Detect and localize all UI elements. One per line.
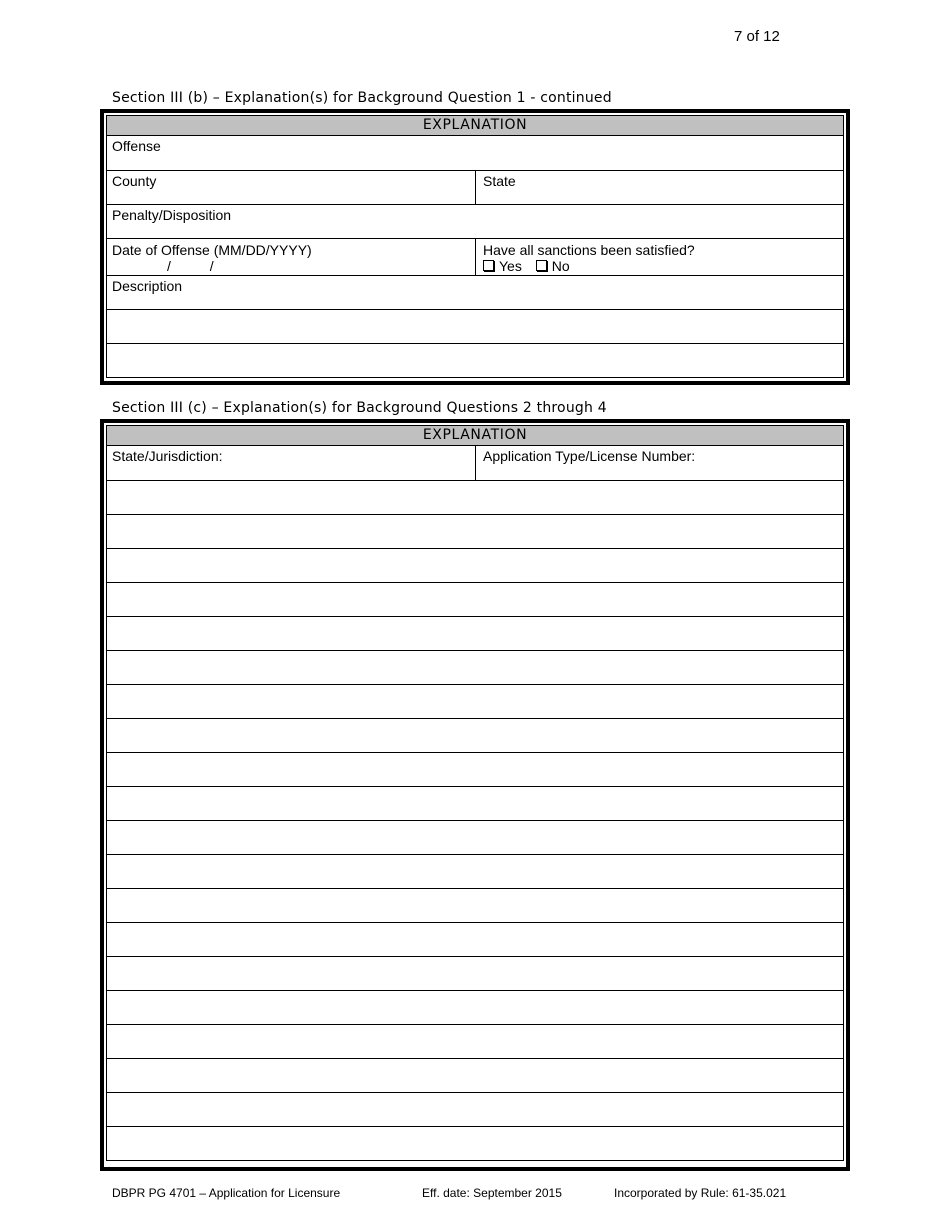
offense-row — [107, 136, 843, 170]
description-row — [107, 275, 843, 309]
county-state-row — [107, 170, 843, 204]
explanation-line[interactable] — [107, 650, 843, 684]
explanation-line[interactable] — [107, 956, 843, 990]
offense-field[interactable] — [107, 136, 843, 170]
section-c-explanation-header: EXPLANATION — [107, 426, 843, 446]
section-b-form — [100, 109, 850, 385]
application-type-field[interactable] — [476, 446, 843, 480]
county-label: County — [112, 173, 157, 189]
explanation-line[interactable] — [107, 1126, 843, 1160]
section-b-title: Section III (b) – Explanation(s) for Background Question 1 - continued — [112, 90, 612, 106]
explanation-line[interactable] — [107, 752, 843, 786]
explanation-line[interactable] — [107, 616, 843, 650]
sanctions-question: Have all sanctions been satisfied? — [483, 242, 695, 258]
jurisdiction-label: State/Jurisdiction: — [112, 448, 223, 464]
description-label: Description — [112, 278, 183, 294]
description-line[interactable] — [107, 343, 843, 377]
penalty-field[interactable] — [107, 205, 843, 238]
penalty-row — [107, 204, 843, 238]
explanation-line[interactable] — [107, 854, 843, 888]
explanation-line[interactable] — [107, 582, 843, 616]
footer-eff-date: Eff. date: September 2015 — [422, 1186, 562, 1200]
state-field[interactable] — [476, 171, 843, 204]
no-checkbox[interactable] — [536, 260, 547, 271]
yes-checkbox[interactable] — [483, 260, 494, 271]
explanation-line[interactable] — [107, 1024, 843, 1058]
explanation-line[interactable] — [107, 1092, 843, 1126]
date-sanctions-row — [107, 238, 843, 275]
explanation-line[interactable] — [107, 786, 843, 820]
explanation-line[interactable] — [107, 1058, 843, 1092]
footer-form-id: DBPR PG 4701 – Application for Licensure — [112, 1186, 341, 1200]
explanation-line[interactable] — [107, 820, 843, 854]
explanation-line[interactable] — [107, 718, 843, 752]
section-b-explanation-header: EXPLANATION — [107, 116, 843, 136]
explanation-line[interactable] — [107, 888, 843, 922]
explanation-line[interactable] — [107, 480, 843, 514]
description-line[interactable] — [107, 309, 843, 343]
explanation-line[interactable] — [107, 548, 843, 582]
state-label: State — [483, 173, 516, 189]
offense-label: Offense — [112, 138, 161, 154]
date-of-offense-label: Date of Offense (MM/DD/YYYY) — [112, 242, 312, 258]
county-field[interactable] — [107, 171, 476, 204]
section-c-form — [100, 419, 850, 1171]
explanation-line[interactable] — [107, 922, 843, 956]
page-number: 7 of 12 — [734, 28, 780, 45]
footer-rule: Incorporated by Rule: 61-35.021 — [614, 1186, 787, 1200]
section-c-title: Section III (c) – Explanation(s) for Background Questions 2 through 4 — [112, 400, 607, 416]
explanation-line[interactable] — [107, 684, 843, 718]
explanation-line[interactable] — [107, 990, 843, 1024]
penalty-label: Penalty/Disposition — [112, 207, 232, 223]
explanation-line[interactable] — [107, 514, 843, 548]
yes-label: Yes — [499, 258, 522, 274]
no-label: No — [551, 258, 570, 274]
date-of-offense-field[interactable] — [107, 239, 476, 275]
date-separators: / / — [167, 258, 214, 274]
jurisdiction-field[interactable] — [107, 446, 476, 480]
sanctions-field — [476, 239, 843, 275]
application-type-label: Application Type/License Number: — [483, 448, 696, 464]
description-field[interactable] — [107, 276, 843, 309]
jurisdiction-row — [107, 446, 843, 480]
